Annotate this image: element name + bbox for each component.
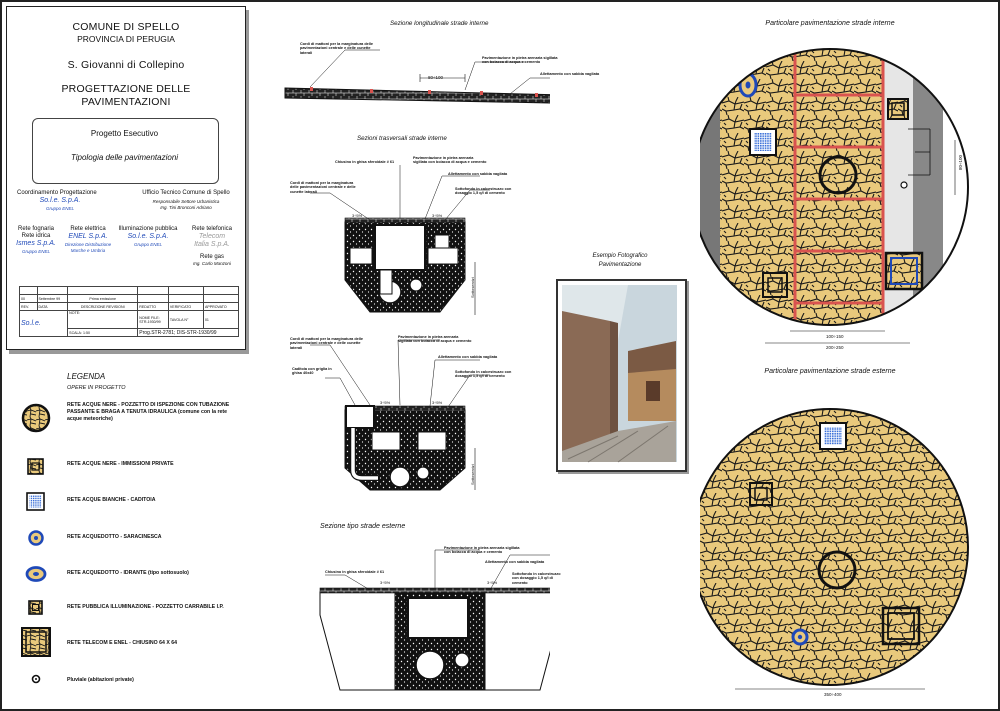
tavola-label: TAVOLA N° bbox=[169, 317, 189, 322]
label-cordi-3: Cordi di mattoni per la marginatura delle pavimentazioni centrale e delle cunette laterali bbox=[290, 337, 363, 350]
tavola-number-cell: 01 bbox=[203, 311, 238, 329]
label-sottofondo-3: Sottofondo in calcestruzzo con dosaggio 1,5 q/l di cemento bbox=[512, 572, 561, 585]
internal-detail-title: Particolare pavimentazione strade interne bbox=[765, 20, 895, 27]
grate-symbol bbox=[750, 129, 776, 155]
telefonica-company1: Telecom bbox=[198, 233, 226, 240]
external-section-title: Sezione tipo strade esterne bbox=[320, 523, 406, 530]
rev-cell bbox=[168, 295, 203, 303]
label-sottofondo-1: Sottofondo in calcestruzzo con dosaggio 1,5 q/l di cemento bbox=[455, 187, 512, 196]
telecom-cover-symbol-2 bbox=[883, 608, 919, 644]
label-cordi-1: Cordi di mattoni per la marginatura delle pavimentazioni centrale e delle cunette laterali bbox=[300, 42, 373, 55]
rev-header: VERIFICATO bbox=[168, 303, 203, 311]
telefonica-company2: Italia S.p.A. bbox=[194, 241, 230, 248]
legend-item-3: RETE ACQUE BIANCHE - CADITOIA bbox=[67, 497, 156, 503]
slope-5: 3÷5% bbox=[380, 580, 391, 585]
nome-file-cell bbox=[138, 311, 169, 329]
slope-2: 3÷5% bbox=[432, 213, 443, 218]
legend-item-7: RETE TELECOM E ENEL - CHIUSINO 64 X 64 bbox=[67, 640, 178, 646]
fognaria-label: Rete fognaria bbox=[17, 226, 55, 232]
scala-cell: SCALA: 1:50 bbox=[68, 329, 138, 337]
coordinamento-group: Gruppo ENEL bbox=[45, 206, 74, 211]
illuminazione-company: So.l.e. S.p.A. bbox=[127, 233, 169, 240]
hydrant-symbol bbox=[740, 74, 756, 96]
valve-symbol bbox=[793, 630, 807, 644]
nome-file-label: NOME FILE: bbox=[139, 315, 160, 320]
label-cordi-2: Cordi di mattoni per la marginatura delle pavimentazioni centrale e delle cunette laterali bbox=[290, 181, 356, 194]
rev-header: DESCRIZIONE REVISIONI bbox=[68, 303, 138, 311]
private-inlet-icon bbox=[28, 459, 43, 474]
downpipe-icon bbox=[33, 676, 40, 683]
ufficio-name: Ing. Tini Bronconi Adriano bbox=[160, 205, 212, 210]
legend-item-4: RETE ACQUEDOTTO - SARACINESCA bbox=[67, 534, 162, 540]
elettrica-sub1: Direzione Distribuzione bbox=[64, 242, 112, 247]
project-box bbox=[32, 118, 219, 184]
manhole-round-icon bbox=[23, 405, 49, 431]
grate-icon bbox=[27, 493, 44, 510]
label-allettamento-2: Allettamento con sabbia vagliata bbox=[448, 172, 508, 176]
title-block bbox=[6, 6, 246, 350]
coordinamento-company: So.l.e. S.p.A. bbox=[39, 197, 81, 204]
sole-logo: So.l.e. bbox=[21, 320, 41, 327]
photo-title-2: Pavimentazione bbox=[598, 262, 642, 268]
sottoservizi-label-2: Sottoservizi bbox=[470, 464, 475, 485]
telefonica-label: Rete telefonica bbox=[191, 226, 233, 232]
label-chiusino-1: Chiusino in ghisa sferoidale # 61 bbox=[335, 160, 395, 164]
sottoservizi-label-1: Sottoservizi bbox=[470, 277, 475, 298]
coordinamento-label: Coordinamento Progettazione bbox=[17, 190, 97, 196]
label-pavim-2: Pavimentazione in pietra arenaria sigillata con boiacca di acqua e cemento bbox=[413, 156, 487, 165]
progettazione-line2: PAVIMENTAZIONI bbox=[81, 96, 171, 108]
illuminazione-group: Gruppo ENEL bbox=[133, 242, 162, 247]
comune-title: COMUNE DI SPELLO bbox=[72, 21, 180, 33]
project-phase: Progetto Esecutivo bbox=[90, 129, 159, 138]
project-subject: Tipologia delle pavimentazioni bbox=[70, 153, 179, 162]
rev-cell: Prima emissione bbox=[68, 295, 138, 303]
private-inlet-symbol-2 bbox=[750, 483, 772, 505]
legend-item-2: RETE ACQUE NERE - IMMISSIONI PRIVATE bbox=[67, 461, 174, 467]
legend-subtitle: OPERE IN PROGETTO bbox=[67, 385, 126, 391]
tavola-cell bbox=[168, 311, 203, 329]
gas-name: Ing. Carlo Manzoni bbox=[193, 261, 231, 266]
legend-item-6: RETE PUBBLICA ILLUMINAZIONE - POZZETTO CARRABILE I.P. bbox=[67, 604, 224, 610]
slope-1: 3÷5% bbox=[352, 213, 363, 218]
localita-title: S. Giovanni di Collepino bbox=[67, 59, 185, 71]
longitudinal-section-title: Sezione longitudinale strade interne bbox=[390, 20, 489, 27]
rev-cell bbox=[203, 295, 238, 303]
label-chiusino-2: Chiusino in ghisa sferoidale # 61 bbox=[325, 570, 385, 574]
label-allettamento-3: Allettamento con sabbia vagliata bbox=[438, 355, 498, 359]
hydrant-icon bbox=[27, 568, 45, 581]
label-allettamento-4: Allettamento con sabbia vagliata bbox=[485, 560, 545, 564]
transversal-section-2 bbox=[310, 340, 490, 490]
rev-cell bbox=[138, 295, 169, 303]
file-name: STR-1930/99 bbox=[139, 319, 161, 324]
external-detail-circle bbox=[700, 405, 980, 695]
external-detail-title: Particolare pavimentazione strade esterne bbox=[764, 368, 896, 375]
idrica-label: Rete idrica bbox=[21, 233, 51, 239]
photo-title-1: Esempio Fotografico bbox=[592, 253, 648, 259]
gas-label: Rete gas bbox=[199, 254, 224, 260]
label-allettamento-1: Allettamento con sabbia vagliata bbox=[540, 72, 600, 76]
grate-symbol-2 bbox=[820, 423, 846, 449]
label-pavim-1: Pavimentazione in pietra arenaria sigillata con boiacca di acqua e cemento bbox=[482, 56, 558, 65]
elettrica-company: ENEL S.p.A. bbox=[68, 233, 108, 240]
provincia-title: PROVINCIA DI PERUGIA bbox=[77, 34, 175, 44]
elettrica-label: Rete elettrica bbox=[70, 226, 106, 232]
label-pavim-3: Pavimentazione in pietra arenaria sigillata con boiacca di acqua e cemento bbox=[398, 335, 472, 344]
private-inlet-symbol bbox=[888, 99, 908, 119]
fognaria-group: Gruppo ENEL bbox=[21, 249, 50, 254]
slope-4: 3÷5% bbox=[432, 400, 443, 405]
label-sottofondo-2: Sottofondo in calcestruzzo con dosaggio 1,5 q/l di cemento bbox=[455, 370, 512, 379]
rev-header: REV. bbox=[20, 303, 38, 311]
legend-title: LEGENDA bbox=[67, 372, 106, 381]
ufficio-label: Ufficio Tecnico Comune di Spello bbox=[142, 190, 230, 196]
example-photo-frame bbox=[556, 279, 687, 472]
legend-item-8: Pluviale (abitazioni private) bbox=[67, 677, 134, 683]
rev-header: DATA bbox=[37, 303, 68, 311]
dim-100-150: 100÷150 bbox=[826, 334, 844, 339]
legend-item-5: RETE ACQUEDOTTO - IDRANTE (tipo sottosuolo) bbox=[67, 570, 189, 576]
elettrica-sub2: Marche e Umbria bbox=[70, 248, 106, 253]
rev-cell: 00 bbox=[20, 295, 38, 303]
valve-icon bbox=[30, 532, 43, 545]
slope-6: 3÷5% bbox=[487, 580, 498, 585]
lighting-well-symbol bbox=[763, 273, 787, 297]
internal-detail-circle bbox=[700, 45, 980, 343]
dim-350-400: 350÷400 bbox=[824, 692, 842, 697]
note-cell: NOTE: bbox=[68, 311, 138, 329]
details-drawing bbox=[700, 25, 1000, 705]
legend-icons bbox=[0, 390, 250, 710]
illuminazione-label: Illuminazione pubblica bbox=[118, 226, 178, 232]
slope-3: 3÷5% bbox=[380, 400, 391, 405]
label-pavim-4: Pavimentazione in pietra arenaria sigillata con boiacca di acqua e cemento bbox=[444, 546, 520, 555]
downpipe-symbol bbox=[901, 182, 907, 188]
manhole-symbol-2 bbox=[819, 552, 855, 588]
fognaria-company: Ismes S.p.A. bbox=[16, 240, 56, 247]
revision-header-row bbox=[20, 303, 239, 311]
lighting-well-icon bbox=[29, 601, 42, 614]
dim-80-100-detail: 80÷100 bbox=[958, 155, 963, 170]
ufficio-resp: Responsabile Settore Urbanistica bbox=[152, 199, 220, 204]
rev-cell: Settembre 99 bbox=[37, 295, 68, 303]
label-caditoia: Caditoia con griglia in ghisa 40x40 bbox=[292, 367, 332, 376]
rev-header: APPROVATO bbox=[203, 303, 238, 311]
dim-200-250: 200÷250 bbox=[826, 345, 844, 350]
telecom-cover-symbol bbox=[886, 253, 922, 289]
transversal-section-title: Sezioni trasversali strade interne bbox=[357, 135, 447, 142]
rev-header: REDATTO bbox=[138, 303, 169, 311]
manhole-symbol bbox=[820, 157, 856, 193]
telecom-cover-icon bbox=[22, 628, 50, 656]
prog-cell: Prog.STR-2781; DIS-STR-1930/99 bbox=[138, 329, 239, 337]
progettazione-line1: PROGETTAZIONE DELLE bbox=[61, 83, 191, 95]
dim-80-100-long: 80÷100 bbox=[428, 75, 443, 80]
example-photo bbox=[558, 281, 681, 466]
logo-cell bbox=[20, 311, 68, 337]
revision-table bbox=[19, 286, 239, 337]
revision-row bbox=[20, 295, 239, 303]
legend-item-1: RETE ACQUE NERE - POZZETTO DI ISPEZIONE CON TUBAZIONE PASSANTE E BRAGA A TENUTA IDRAULICA (comune con la rete acque meteoriche) bbox=[67, 402, 230, 422]
